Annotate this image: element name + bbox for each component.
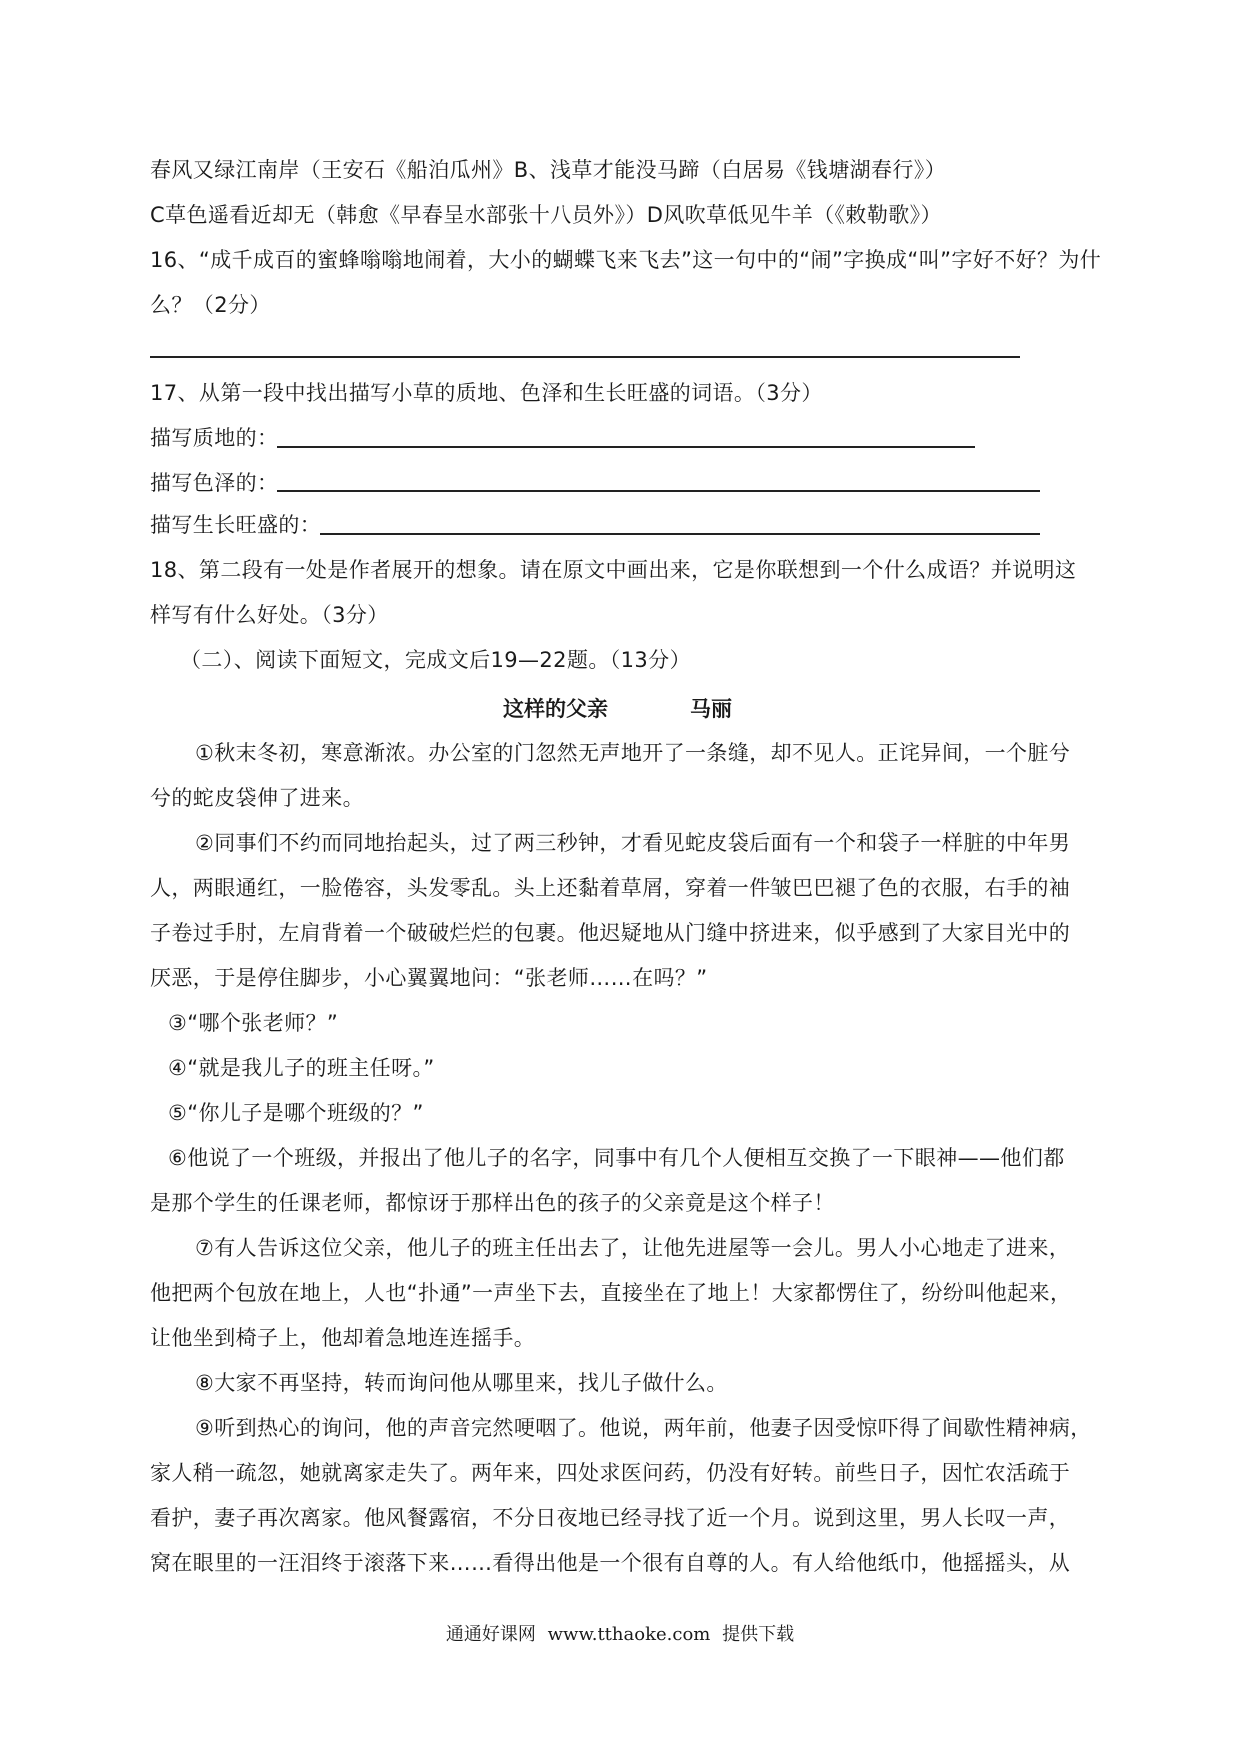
question-18-line-1: 18、第二段有一处是作者展开的想象。请在原文中画出来，它是你联想到一个什么成语？并说明这 <box>150 558 1077 582</box>
answer-blank-growth <box>320 533 1040 535</box>
article-line: ⑨听到热心的询问，他的声音完然哽咽了。他说，两年前，他妻子因受惊吓得了间歇性精神病， <box>195 1416 1092 1440</box>
article-line: ⑤“你儿子是哪个班级的？” <box>168 1101 424 1125</box>
article-title: 这样的父亲 <box>503 697 608 721</box>
article-line: ③“哪个张老师？” <box>168 1011 339 1035</box>
article-author: 马丽 <box>690 697 732 721</box>
article-line: 兮的蛇皮袋伸了进来。 <box>150 786 364 810</box>
article-line: 人，两眼通红，一脸倦容，头发零乱。头上还黏着草屑，穿着一件皱巴巴褪了色的衣服，右手的袖 <box>150 876 1071 900</box>
article-line: 他把两个包放在地上，人也“扑通”一声坐下去，直接坐在了地上！大家都愣住了，纷纷叫他起来， <box>150 1281 1072 1305</box>
article-line: 是那个学生的任课老师，都惊讶于那样出色的孩子的父亲竟是这个样子！ <box>150 1191 835 1215</box>
label-color: 描写色泽的： <box>150 471 279 495</box>
label-growth: 描写生长旺盛的： <box>150 513 322 537</box>
footer-site-name: 通通好课网 <box>445 1624 536 1645</box>
question-17: 17、从第一段中找出描写小草的质地、色泽和生长旺盛的词语。（3分） <box>150 381 823 405</box>
article-line: 家人稍一疏忽，她就离家走失了。两年来，四处求医问药，仍没有好转。前些日子，因忙农活疏于 <box>150 1461 1071 1485</box>
question-18-line-2: 样写有什么好处。（3分） <box>150 603 389 627</box>
answer-blank-color <box>277 490 1040 492</box>
article-line: 让他坐到椅子上，他却着急地连连摇手。 <box>150 1326 536 1350</box>
options-line-ab: 春风又绿江南岸（王安石《船泊瓜州》B、浅草才能没马蹄（白居易《钱塘湖春行》） <box>150 158 947 182</box>
answer-blank-16 <box>150 356 1020 358</box>
article-line: 子卷过手肘，左肩背着一个破破烂烂的包裹。他迟疑地从门缝中挤进来，似乎感到了大家目光中的 <box>150 921 1071 945</box>
section-2-heading: （二）、阅读下面短文，完成文后19—22题。（13分） <box>180 648 691 672</box>
options-line-cd: C草色遥看近却无（韩愈《早春呈水部张十八员外》）D风吹草低见牛羊（《敕勒歌》） <box>150 203 942 227</box>
article-line: ①秋末冬初，寒意渐浓。办公室的门忽然无声地开了一条缝，却不见人。正诧异间，一个脏兮 <box>195 741 1071 765</box>
answer-blank-texture <box>277 446 975 448</box>
article-line: 厌恶，于是停住脚步，小心翼翼地问：“张老师……在吗？” <box>150 966 708 990</box>
article-line: ④“就是我儿子的班主任呀。” <box>168 1056 435 1080</box>
label-texture: 描写质地的： <box>150 426 279 450</box>
article-line: ②同事们不约而同地抬起头，过了两三秒钟，才看见蛇皮袋后面有一个和袋子一样脏的中年男 <box>195 831 1071 855</box>
article-line: ⑧大家不再坚持，转而询问他从哪里来，找儿子做什么。 <box>195 1371 728 1395</box>
article-line: 窝在眼里的一汪泪终于滚落下来……看得出他是一个很有自尊的人。有人给他纸巾，他摇摇头，从 <box>150 1551 1071 1575</box>
footer-url: www.tthaoke.com <box>547 1624 711 1645</box>
article-line: ⑦有人告诉这位父亲，他儿子的班主任出去了，让他先进屋等一会儿。男人小心地走了进来， <box>195 1236 1071 1260</box>
question-16-line-2: 么？（2分） <box>150 293 271 317</box>
article-line: ⑥他说了一个班级，并报出了他儿子的名字，同事中有几个人便相互交换了一下眼神——他们都 <box>168 1146 1065 1170</box>
article-line: 看护，妻子再次离家。他风餐露宿，不分日夜地已经寻找了近一个月。说到这里，男人长叹一声， <box>150 1506 1071 1530</box>
question-16-line-1: 16、“成千成百的蜜蜂嗡嗡地闹着，大小的蝴蝶飞来飞去”这一句中的“闹”字换成“叫”字好不好？为什 <box>150 248 1102 272</box>
footer-note: 提供下载 <box>722 1624 795 1645</box>
page-footer <box>0 1622 1240 1648</box>
